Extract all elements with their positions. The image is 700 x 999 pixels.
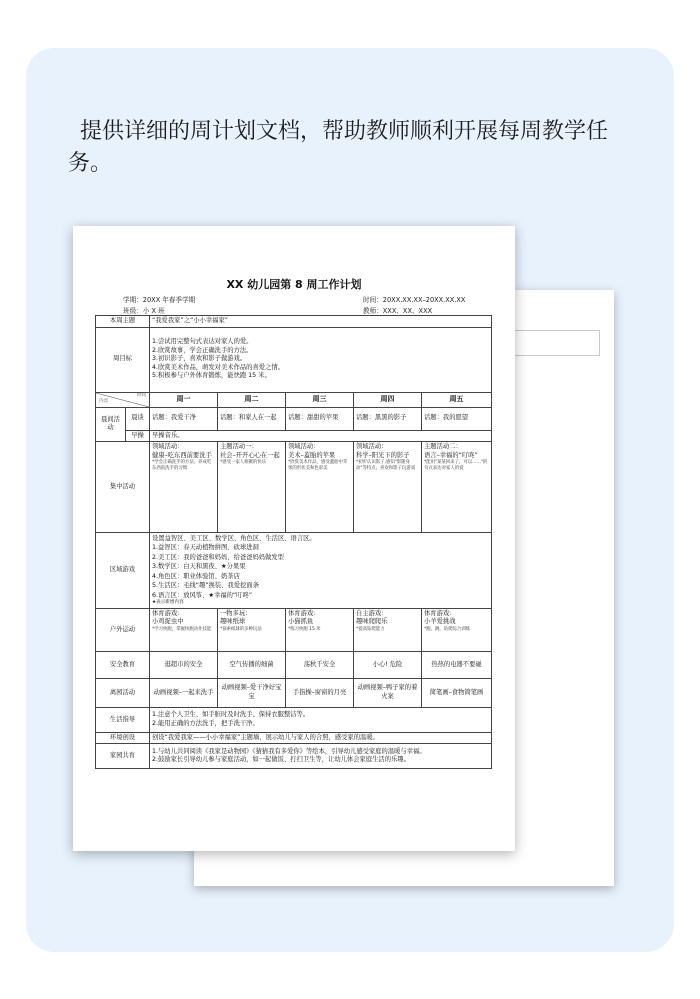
activity-title: 小猫抓鱼 — [288, 618, 314, 626]
home-school-row — [96, 744, 492, 769]
area-footnote: ★表示新增内容 — [152, 600, 184, 606]
morning-exercise-row — [96, 430, 492, 442]
group-cell — [218, 442, 286, 533]
area-item: 4.角色区：职业体验馆、奶茶店 — [152, 572, 240, 580]
headline: 提供详细的周计划文档，帮助教师顺利开展每周教学任务。 — [68, 119, 609, 176]
day-header: 周五 — [422, 392, 492, 407]
activity-title: 趣味爬爬乐 — [356, 618, 388, 626]
group-cell — [354, 442, 422, 533]
goals-row — [96, 327, 492, 392]
activity-note: *初步认识影子,感知"影随身动"等特点，喜欢和影子玩游戏 — [356, 460, 416, 471]
environment-row — [96, 732, 492, 744]
morning-label: 晨间活动 — [96, 407, 126, 442]
activity-type: 一物多玩： — [220, 609, 252, 617]
outdoor-cell — [354, 608, 422, 651]
document-title: XX 幼儿园第 8 周工作计划 — [226, 278, 362, 291]
activity-title: 科学–阳光下的影子 — [356, 451, 410, 459]
activity-title: 健康–吃东西前要洗手 — [152, 451, 212, 459]
home-label: 家园共育 — [96, 744, 150, 769]
group-label: 集中活动 — [96, 442, 150, 533]
goal-item: 5.积极参与户外体育锻炼，能快跑 15 米。 — [152, 372, 271, 380]
outdoor-cell — [422, 608, 492, 651]
area-item: 1.益智区：春天动植物拼图、砍球进洞 — [152, 544, 259, 552]
safety-cell: 荡秋千安全 — [286, 651, 354, 678]
morning-talk-cell: 话题：和家人在一起 — [218, 407, 286, 430]
activity-type: 主题活动一： — [220, 443, 258, 450]
morning-talk-label: 晨谈 — [126, 407, 150, 430]
activity-note: *学习快跑，掌握快跑动作技能 — [152, 626, 212, 632]
activity-type: 体育游戏： — [288, 609, 320, 617]
goals-label: 周目标 — [96, 327, 150, 392]
day-header-row — [96, 392, 492, 407]
life-list — [150, 707, 492, 732]
leaving-cell: 动画视频–爱干净好宝宝 — [218, 678, 286, 707]
goal-item: 2.欣赏故事，学会正确洗手的方法。 — [152, 346, 253, 354]
activity-title: 语言–幸福的“叮咚” — [424, 451, 478, 459]
outdoor-row — [96, 608, 492, 651]
area-item: 6.语言区：放风筝、★幸福的“叮咚” — [152, 591, 253, 599]
activity-type: 体育游戏： — [424, 609, 456, 617]
activity-title: 小鸡捉虫中 — [152, 618, 184, 626]
group-cell — [422, 442, 492, 533]
outdoor-label: 户外运动 — [96, 608, 150, 651]
env-label: 环境创设 — [96, 732, 150, 744]
activity-type: 自主游戏： — [356, 609, 388, 617]
leaving-cell: 动画视频–一起来洗手 — [150, 678, 218, 707]
area-item: 设置益智区、美工区、数学区、角色区、生活区、语言区。 — [152, 535, 316, 542]
group-cell — [150, 442, 218, 533]
day-header: 周一 — [150, 392, 218, 407]
time-info: 时间：20XX.XX.XX–20XX.XX.XX — [363, 296, 466, 304]
morning-exercise-label: 早操 — [126, 430, 150, 442]
activity-note: *感受一家人相聚的快乐 — [220, 460, 267, 465]
area-item: 3.数学区：白天和黑夜、★分果果 — [152, 563, 246, 571]
safety-label: 安全教育 — [96, 651, 150, 678]
safety-row — [96, 651, 492, 678]
semester-info: 学期：20XX 年春季学期 — [123, 296, 196, 304]
activity-note: *跑、跳、钻爬综合训练 — [424, 626, 471, 632]
theme-value: “我爱我家”之“小小幸福家” — [150, 316, 492, 328]
leaving-row — [96, 678, 492, 707]
life-item: 1.注意个人卫生、如手脏时及时洗手、保持衣服整洁等。 — [152, 711, 310, 719]
area-item: 5.生活区：毛线“趣”换装、我爱挖面条 — [152, 582, 259, 590]
goals-list — [150, 327, 492, 392]
morning-talk-cell: 话题：我的愿望 — [422, 407, 492, 430]
activity-title: 小羊爱挑战 — [424, 618, 456, 626]
home-item: 2.鼓励家长引导幼儿参与家庭活动，如一起做饭、打扫卫生等，让幼儿体会家庭生活的乐趣。 — [152, 756, 410, 764]
safety-cell: 热热的电器不要碰 — [422, 651, 492, 678]
area-label: 区域游戏 — [96, 533, 150, 609]
activity-note: *能用"某某回来了，可以……"的句式表达对家人的爱 — [424, 460, 488, 471]
activity-type: 领域活动： — [356, 443, 388, 450]
area-game-row — [96, 533, 492, 609]
life-item: 2.能用正确的方法洗手，把手洗干净。 — [152, 719, 259, 727]
life-guidance-row — [96, 707, 492, 732]
morning-talk-cell: 话题：黑黑的影子 — [354, 407, 422, 430]
activity-note: *欣赏美术作品，感受蓋胎中苹果的形状美和色彩美 — [288, 460, 348, 471]
document-page — [73, 226, 515, 851]
activity-note: *学会正确洗手的方法，养成吃东西前洗手的习惯 — [152, 460, 212, 471]
activity-note: *探索纸球的多种玩法 — [220, 626, 262, 632]
activity-type: 体育游戏： — [152, 609, 184, 617]
activity-note: *练习快跑 15 米 — [288, 626, 321, 632]
weekly-plan-table — [95, 315, 492, 769]
corner-cell — [96, 392, 150, 407]
safety-cell: 小心! 危险 — [354, 651, 422, 678]
env-value: 创设“我爱我家——小小幸福家”主题墙，展示幼儿与家人的合照，感受家的温暖。 — [150, 732, 492, 744]
goal-item: 3.初识影子，喜欢和影子做游戏。 — [152, 355, 247, 363]
area-list — [150, 533, 492, 609]
group-activity-row — [96, 442, 492, 533]
corner-time: 时间 — [136, 392, 146, 398]
goal-item: 4.欣赏美术作品，萌发对美术作品的喜爱之情。 — [152, 363, 284, 371]
theme-row — [96, 316, 492, 328]
class-info: 班级：小 X 班 — [123, 307, 165, 315]
activity-type: 领域活动： — [288, 443, 320, 450]
safety-cell: 逛超市的安全 — [150, 651, 218, 678]
outdoor-cell — [218, 608, 286, 651]
theme-label: 本周主题 — [96, 316, 150, 328]
activity-note: *提高钻爬能力 — [356, 626, 385, 632]
leaving-cell: 简笔画–食物简笔画 — [422, 678, 492, 707]
activity-title: 美术–蓋胎的苹果 — [288, 451, 336, 459]
morning-exercise-value: 早操音乐。 — [150, 430, 492, 442]
activity-title: 社会–开开心心在一起 — [220, 451, 280, 459]
morning-talk-row — [96, 407, 492, 430]
morning-talk-cell: 话题：我爱干净 — [150, 407, 218, 430]
home-item: 1.与幼儿共同阅读《我家是动物园》《猜猜我有多爱你》等绘本，引导幼儿感受家庭的温暖与幸福。 — [152, 747, 426, 755]
home-list — [150, 744, 492, 769]
activity-type: 领域活动： — [152, 443, 184, 450]
morning-talk-cell: 话题：甜甜的苹果 — [286, 407, 354, 430]
activity-type: 主题活动二： — [424, 443, 462, 450]
activity-title: 趣味纸球 — [220, 618, 246, 626]
area-item: 2.美工区：我的爸爸和妈妈、给爸爸妈妈做发型 — [152, 553, 284, 561]
corner-content: 内容 — [99, 399, 109, 405]
day-header: 周三 — [286, 392, 354, 407]
leaving-cell: 动画视频–鸭子家的着火案 — [354, 678, 422, 707]
leaving-cell: 手指操–窗窗的月亮 — [286, 678, 354, 707]
leaving-label: 离园活动 — [96, 678, 150, 707]
group-cell — [286, 442, 354, 533]
day-header: 周二 — [218, 392, 286, 407]
goal-item: 1.尝试用完整句式表达对家人的爱。 — [152, 338, 253, 346]
outdoor-cell — [286, 608, 354, 651]
outdoor-cell — [150, 608, 218, 651]
day-header: 周四 — [354, 392, 422, 407]
life-label: 生活指导 — [96, 707, 150, 732]
safety-cell: 空气传播的细菌 — [218, 651, 286, 678]
teacher-info: 教师：XXX、XX、XXX — [363, 307, 433, 315]
